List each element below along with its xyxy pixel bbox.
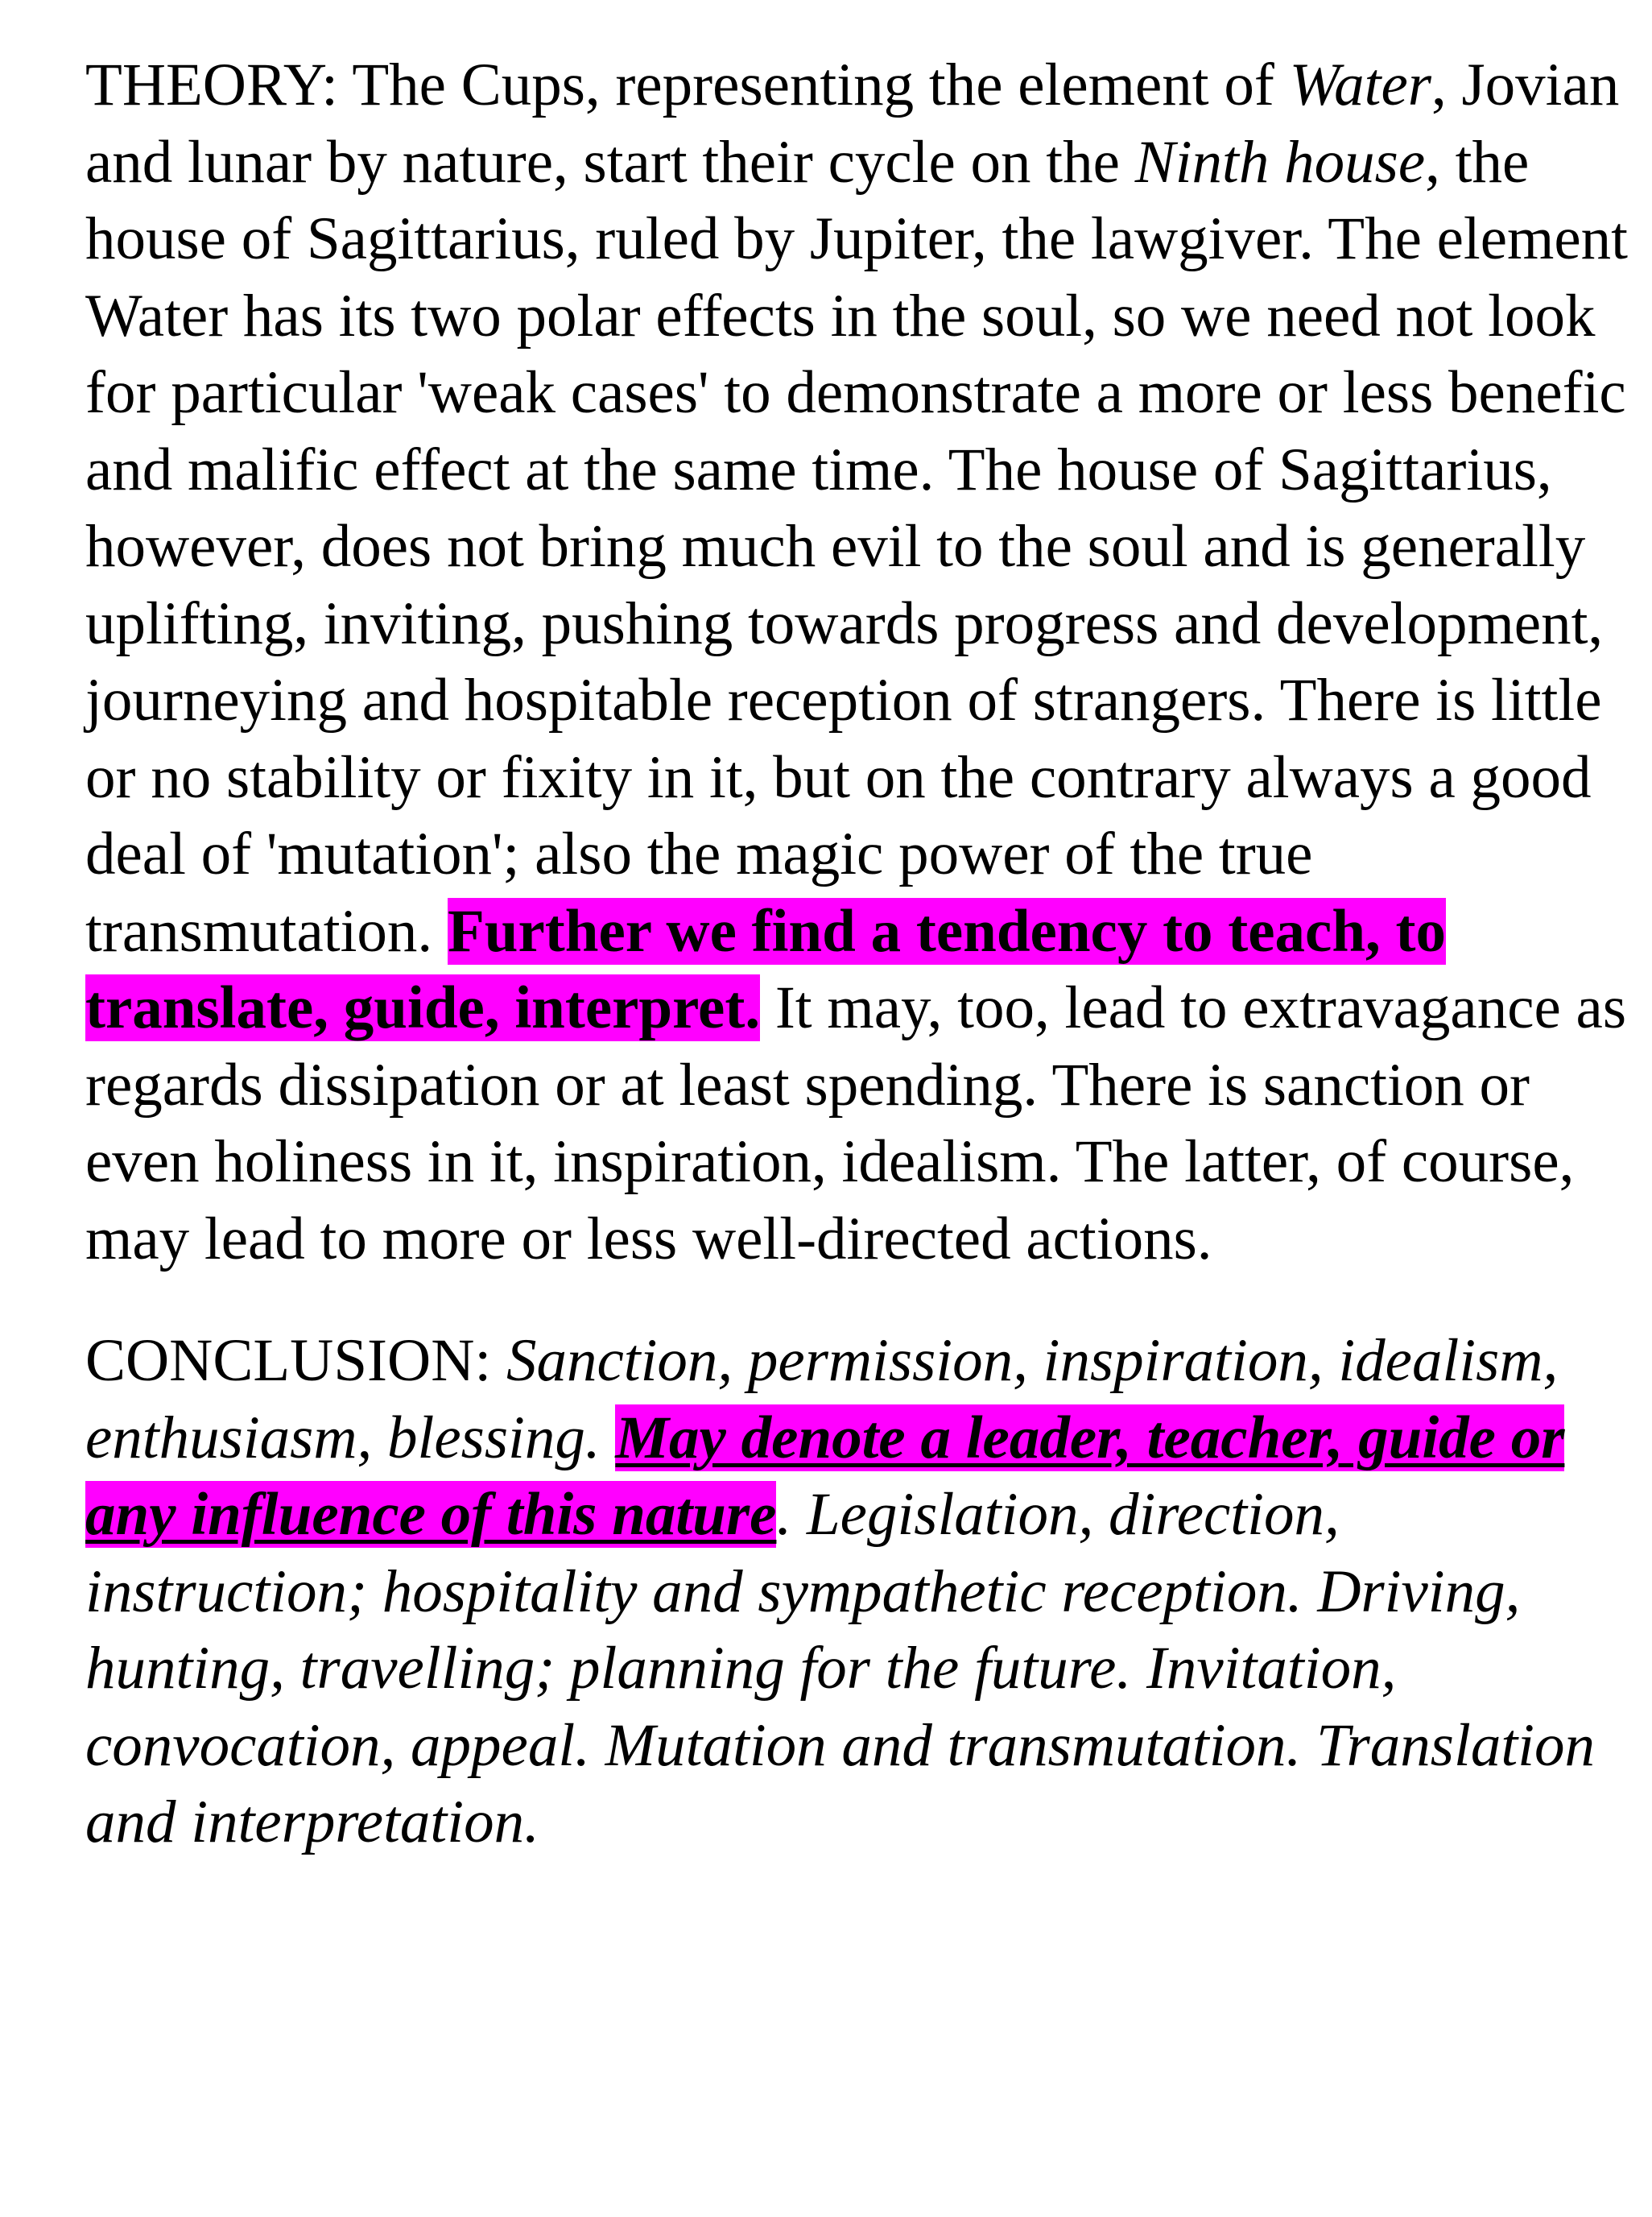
theory-text-3: , the house of Sagittarius, ruled by Jupiter, the lawgiver. The element Water has its two polar effects in the soul, so we need not look for particular 'weak cases' to demonstrate a more or less benefic and malific effect at the same time. The house of Sagittarius, however, does not bring much evil to the soul and is generally uplifting, inviting, pushing towards progress and development, journeying and hospitable reception of strangers. There is little or no stability or fixity in it, but on the contrary always a good deal of 'mutation'; also the magic power of the true transmutation. bbox=[85, 128, 1628, 965]
conclusion-text-1: Sanction, permission, inspiration, idealism, enthusiasm, blessing. bbox=[85, 1327, 1559, 1471]
conclusion-paragraph bbox=[85, 1322, 1631, 1861]
water-term: Water bbox=[1289, 52, 1431, 118]
conclusion-text-2: . Legislation, direction, instruction; hospitality and sympathetic reception. Driving, hunting, travelling; planning for the future. Invitation, convocation, appeal. Mutation and transmutation. Translation and interpretation. bbox=[85, 1481, 1595, 1855]
theory-text-4: It may, too, lead to extravagance as regards dissipation or at least spending. There is sanction or even holiness in it, inspiration, idealism. The latter, of course, may lead to more or less well-directed actions. bbox=[85, 974, 1627, 1272]
theory-text-1: The Cups, representing the element of bbox=[352, 52, 1274, 118]
theory-paragraph bbox=[85, 47, 1631, 1277]
conclusion-label: CONCLUSION: bbox=[85, 1327, 492, 1394]
conclusion-highlight: May denote a leader, teacher, guide or any influence of this nature bbox=[85, 1404, 1565, 1548]
ninth-house-term: Ninth house bbox=[1134, 128, 1426, 196]
document-page bbox=[85, 47, 1631, 1861]
theory-label: THEORY: bbox=[85, 52, 338, 118]
theory-highlight: Further we find a tendency to teach, to translate, guide, interpret. bbox=[85, 897, 1447, 1041]
theory-text-2: , Jovian and lunar by nature, start their cycle on the bbox=[85, 52, 1620, 196]
